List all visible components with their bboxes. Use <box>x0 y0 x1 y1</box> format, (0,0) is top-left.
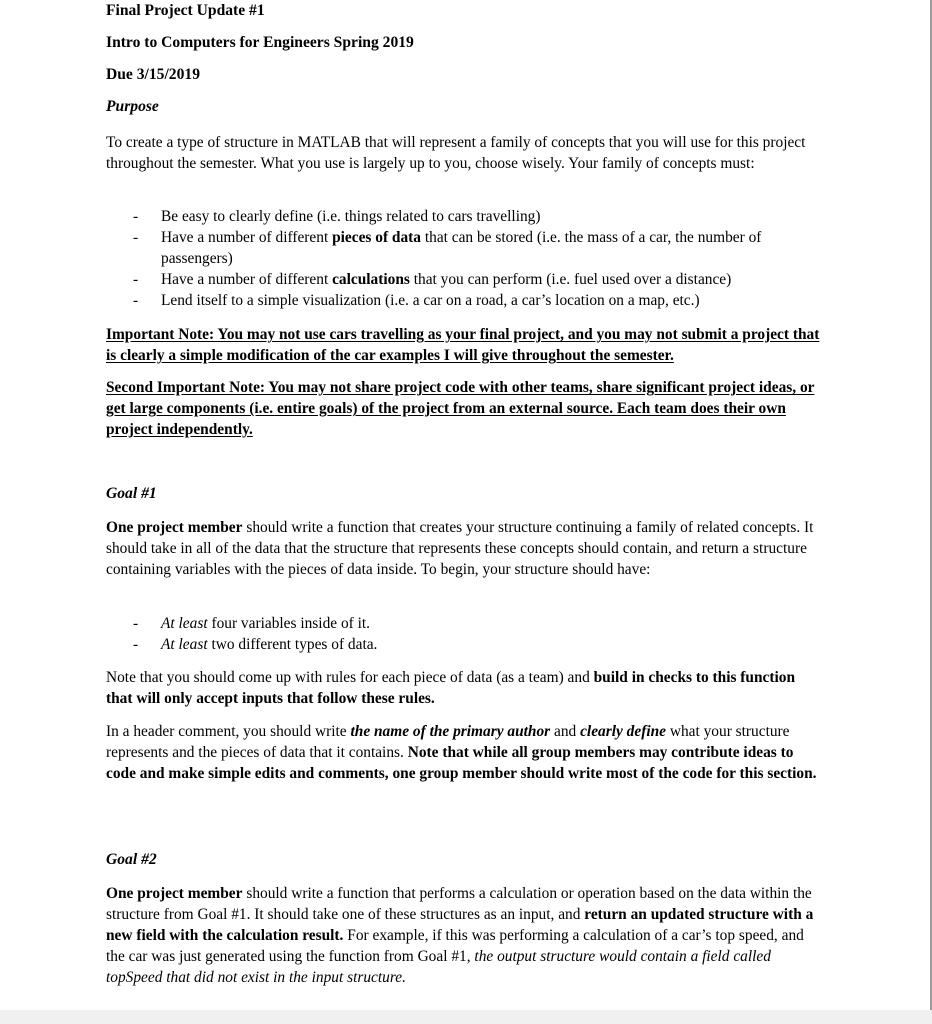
goal1-header-comment: In a header comment, you should write the name of the primary author and clearly define what your structure represents and the pieces of data that it contains. Note that while all group members may contribute ideas to code and make simple edits and comments, one group member should write most of the code for this section. <box>106 723 817 782</box>
document-title: Final Project Update #1 <box>106 2 265 19</box>
purpose-heading: Purpose <box>106 98 159 115</box>
purpose-requirements-list <box>106 206 820 311</box>
goal2-description: One project member should write a function that performs a calculation or operation based on the data within the structure from Goal #1. It should take one of these structures as an input, and return an updated structure with a new field with the calculation result. For example, if this was performing a calculation of a car’s top speed, and the car was just generated using the function from Goal #1, the output structure would contain a field called topSpeed that did not exist in the input structure. <box>106 885 814 986</box>
second-important-note: Second Important Note: You may not share project code with other teams, share significant project ideas, or get large components (i.e. entire goals) of the project from an external source. Each team does their own project independently. <box>106 379 815 438</box>
list-item: - Have a number of different calculations that you can perform (i.e. fuel used over a distance) <box>106 269 820 290</box>
due-date: Due 3/15/2019 <box>106 66 200 83</box>
goal2-heading: Goal #2 <box>106 851 157 868</box>
list-item: - Lend itself to a simple visualization (i.e. a car on a road, a car’s location on a map, etc.) <box>106 290 820 311</box>
goal1-heading: Goal #1 <box>106 485 157 502</box>
course-name: Intro to Computers for Engineers Spring 2019 <box>106 34 414 51</box>
page-bottom-shade <box>0 1010 932 1024</box>
goal1-description: One project member should write a function that creates your structure continuing a family of related concepts. It should take in all of the data that the structure that represents these concepts should contain, and return a structure containing variables with the pieces of data inside. To begin, your structure should have: <box>106 519 814 578</box>
goal1-rules-note: Note that you should come up with rules for each piece of data (as a team) and build in checks to this function that will only accept inputs that follow these rules. <box>106 669 796 707</box>
list-item: - At least two different types of data. <box>106 634 820 655</box>
goal1-requirements-list <box>106 613 820 655</box>
list-item: - Have a number of different pieces of data that can be stored (i.e. the mass of a car, the number of passengers) <box>106 227 820 269</box>
list-item: - Be easy to clearly define (i.e. things related to cars travelling) <box>106 206 820 227</box>
purpose-intro: To create a type of structure in MATLAB that will represent a family of concepts that you will use for this project throughout the semester. What you use is largely up to you, choose wisely. Your family of concepts must: <box>106 134 806 172</box>
important-note: Important Note: You may not use cars travelling as your final project, and you may not submit a project that is clearly a simple modification of the car examples I will give throughout the semester. <box>106 326 820 364</box>
list-item: - At least four variables inside of it. <box>106 613 820 634</box>
